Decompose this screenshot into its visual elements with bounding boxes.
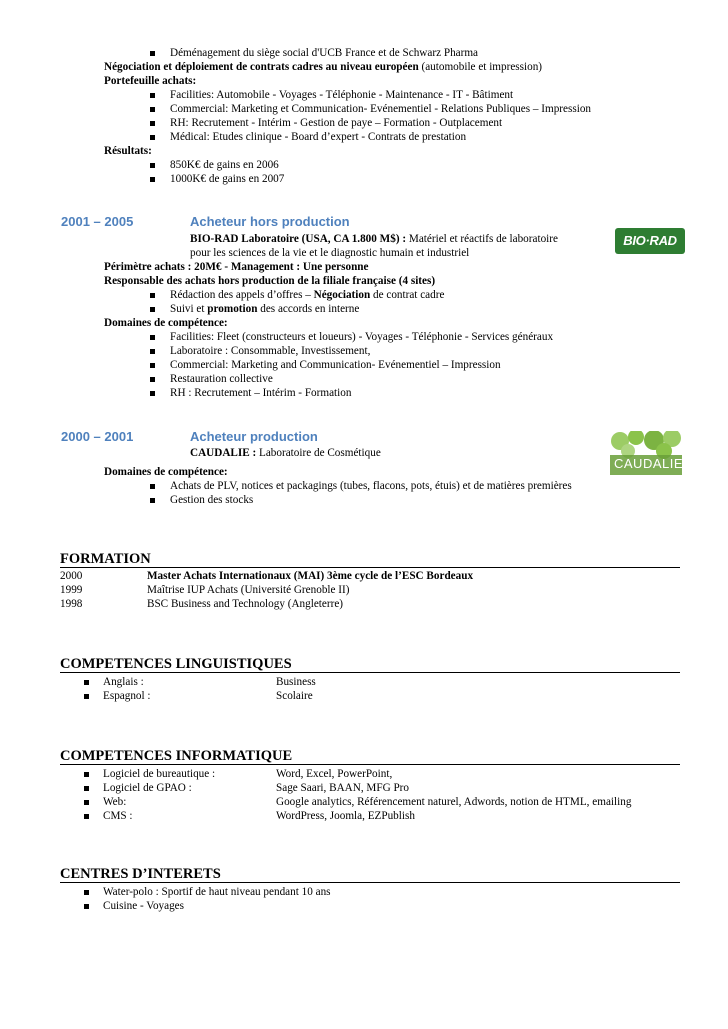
section-divider — [60, 764, 680, 765]
job-period: 2001 – 2005 — [61, 214, 134, 229]
formation-year: 2000 — [60, 570, 83, 582]
company-line: CAUDALIE : Laboratoire de Cosmétique — [190, 447, 381, 459]
bullet-icon — [150, 177, 155, 182]
bullet-icon — [150, 293, 155, 298]
bullet-icon — [84, 680, 89, 685]
section-divider — [60, 567, 680, 568]
portfolio-label: Portefeuille achats: — [104, 75, 197, 87]
bullet-icon — [150, 93, 155, 98]
bullet-icon — [84, 786, 89, 791]
job-title: Acheteur production — [190, 429, 318, 444]
bullet-icon — [84, 772, 89, 777]
bullet-icon — [84, 904, 89, 909]
bullet-icon — [150, 335, 155, 340]
bullet-icon — [150, 377, 155, 382]
formation-degree: Maîtrise IUP Achats (Université Grenoble II) — [147, 584, 350, 596]
section-divider — [60, 672, 680, 673]
negotiation-line: Négociation et déploiement de contrats cadres au niveau européen (automobile et impression) — [104, 61, 543, 73]
domains-label: Domaines de compétence: — [104, 317, 228, 329]
bullet-icon — [150, 498, 155, 503]
company-line-2: pour les sciences de la vie et le diagnostic humain et industriel — [190, 247, 470, 259]
caudalie-logo: CAUDALIE — [606, 431, 686, 479]
bullet-icon — [150, 51, 155, 56]
perimeter-line: Périmètre achats : 20M€ - Management : Une personne — [104, 261, 369, 273]
results-label: Résultats: — [104, 145, 152, 157]
section-title-interests: CENTRES D’INTERETS — [60, 866, 221, 882]
bullet-icon — [150, 163, 155, 168]
section-title-it: COMPETENCES INFORMATIQUE — [60, 748, 293, 764]
bullet-icon — [84, 890, 89, 895]
formation-degree: BSC Business and Technology (Angleterre) — [147, 598, 344, 610]
responsible-line: Responsable des achats hors production de la filiale française (4 sites) — [104, 275, 436, 287]
formation-degree: Master Achats Internationaux (MAI) 3ème cycle de l’ESC Bordeaux — [147, 570, 474, 582]
bullet-icon — [150, 307, 155, 312]
formation-year: 1999 — [60, 584, 83, 596]
job-title: Acheteur hors production — [190, 214, 350, 229]
bullet-icon — [150, 484, 155, 489]
biorad-logo: BIO·RAD — [615, 228, 685, 254]
bullet-icon — [150, 363, 155, 368]
bullet-icon — [84, 814, 89, 819]
bullet-icon — [150, 349, 155, 354]
job-period: 2000 – 2001 — [61, 429, 134, 444]
bullet-icon — [150, 135, 155, 140]
company-line: BIO-RAD Laboratoire (USA, CA 1.800 M$) : Matériel et réactifs de laboratoire — [190, 233, 558, 245]
bullet-icon — [84, 800, 89, 805]
bullet-icon — [150, 121, 155, 126]
bullet-icon — [84, 694, 89, 699]
section-title-formation: FORMATION — [60, 551, 151, 567]
formation-year: 1998 — [60, 598, 83, 610]
bullet-icon — [150, 107, 155, 112]
domains-label: Domaines de compétence: — [104, 466, 228, 478]
section-title-languages: COMPETENCES LINGUISTIQUES — [60, 656, 292, 672]
bullet-icon — [150, 391, 155, 396]
section-divider — [60, 882, 680, 883]
